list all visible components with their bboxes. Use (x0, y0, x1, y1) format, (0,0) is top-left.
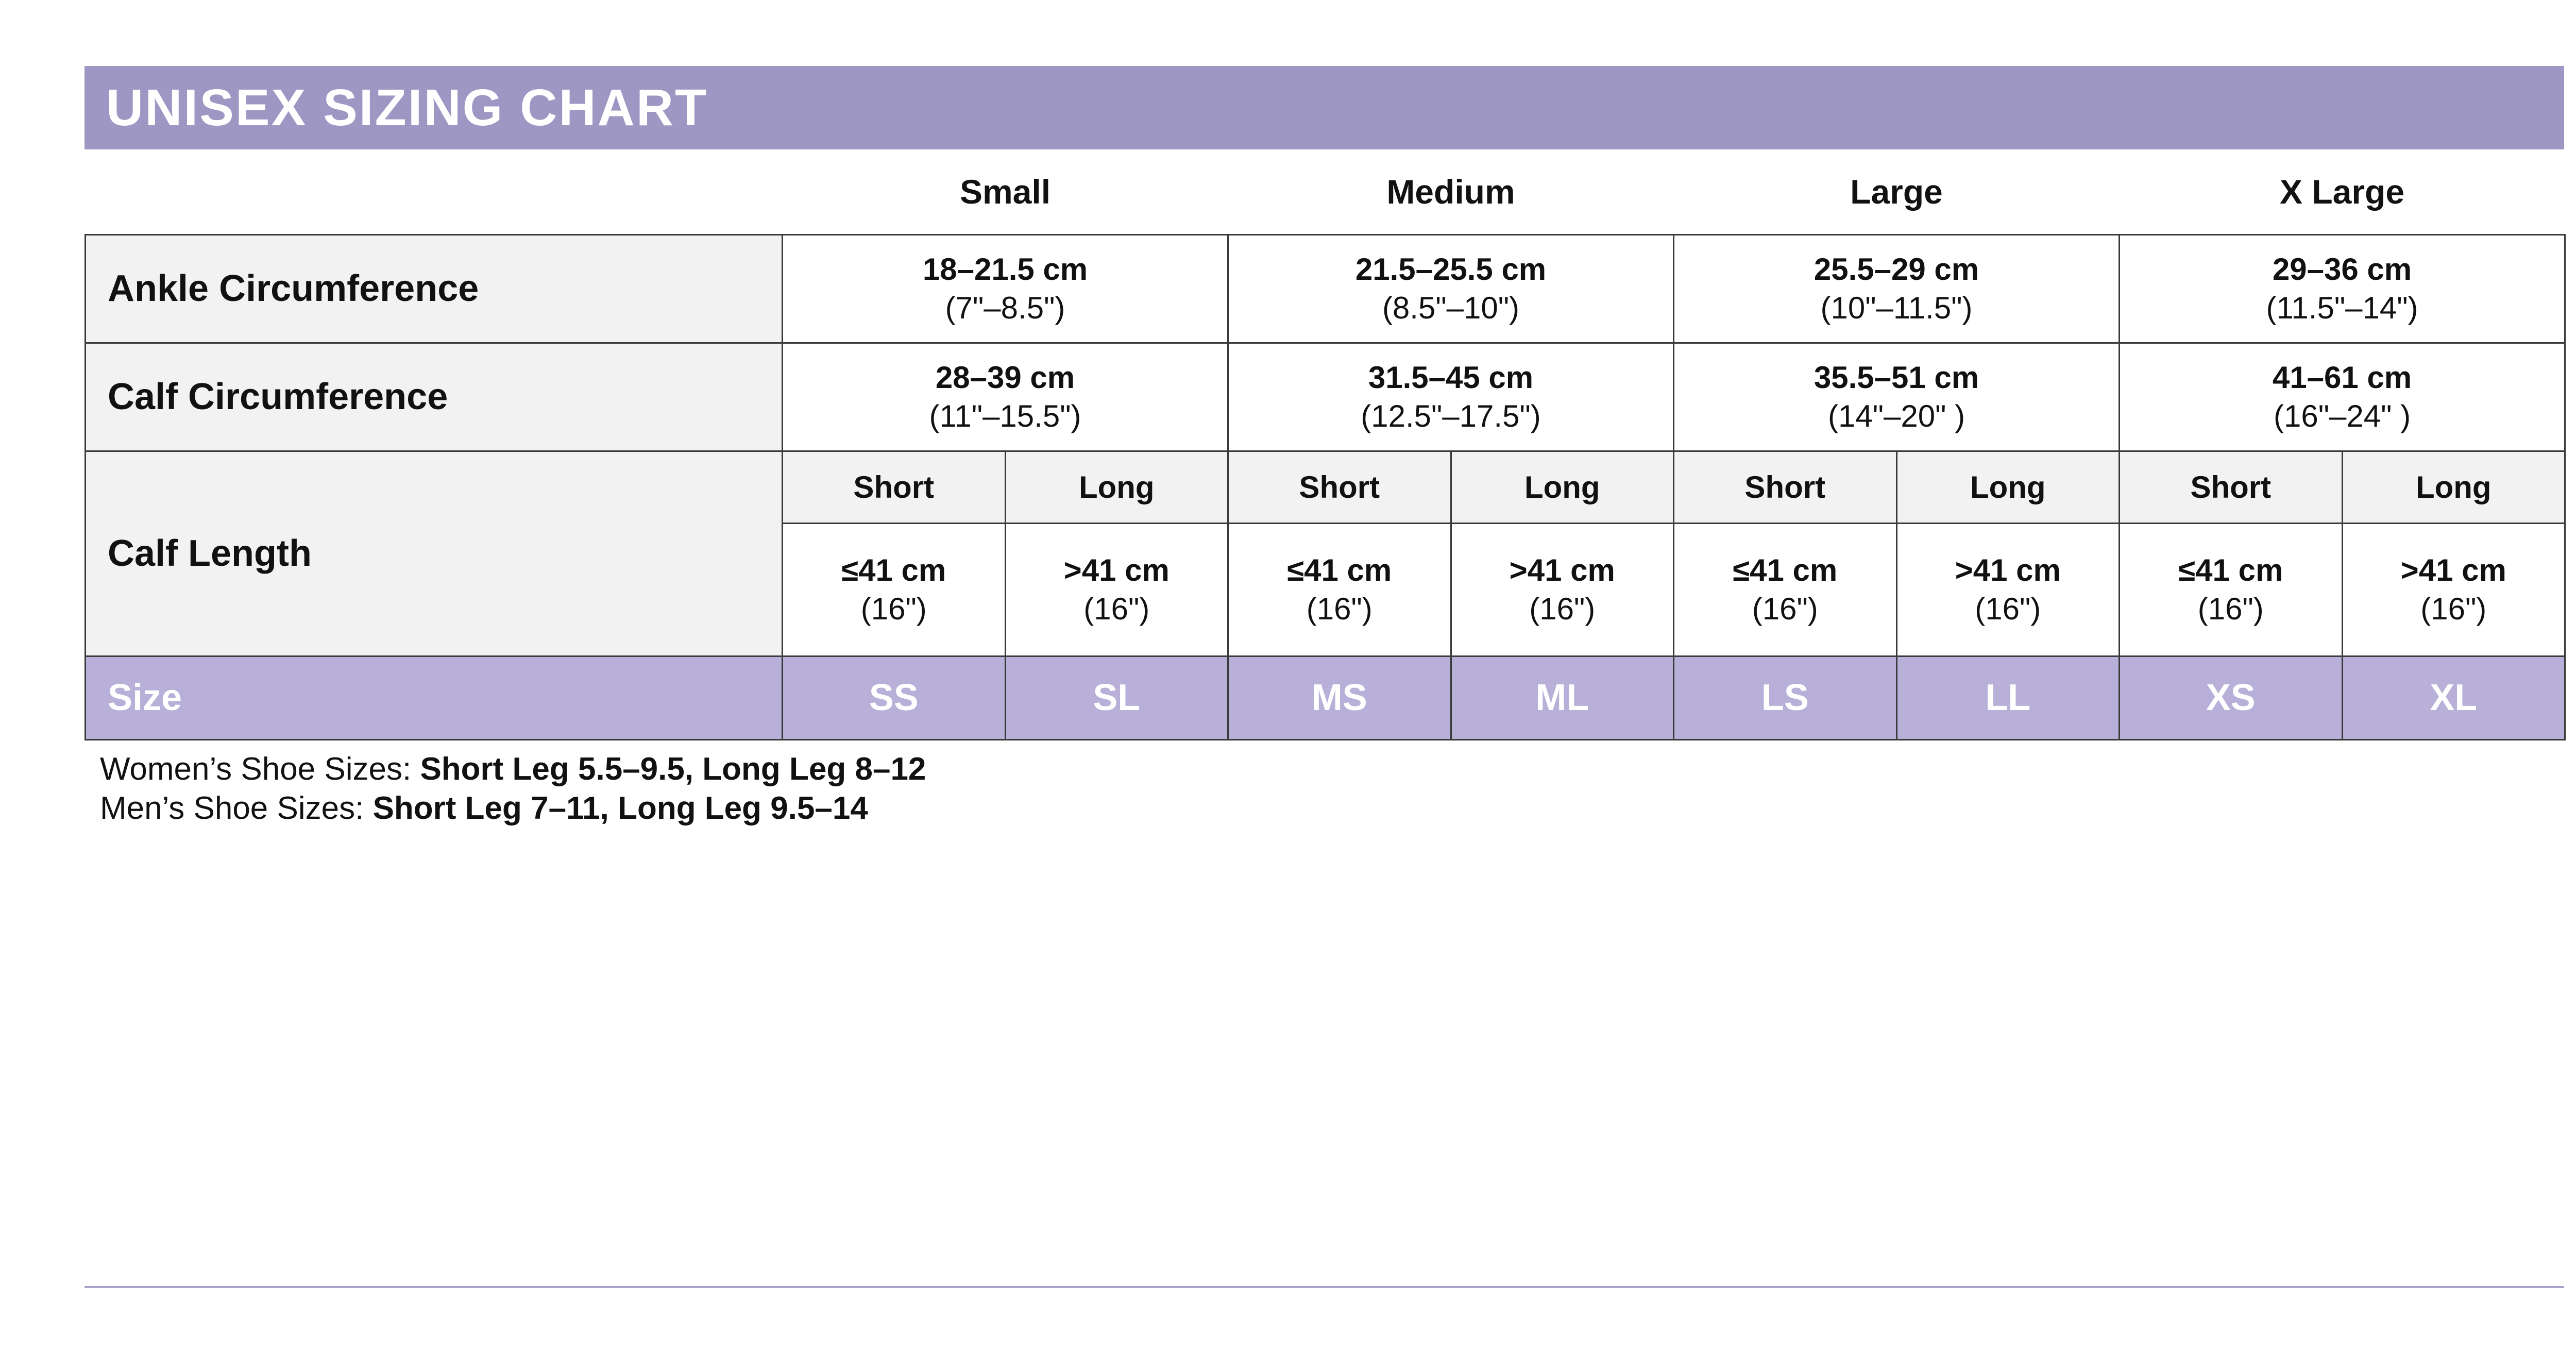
size-header-small: Small (959, 172, 1051, 211)
title-bar (84, 66, 2564, 149)
calf-circ-label: Calf Circumference (86, 343, 783, 451)
calf-circ-small-in: (11"–15.5") (929, 399, 1081, 433)
size-code-row (86, 656, 2565, 739)
ankle-medium-in: (8.5"–10") (1382, 291, 1520, 325)
size-header-medium: Medium (1386, 172, 1515, 211)
sub-header-large-short: Short (1674, 451, 1897, 523)
calf-circ-small (783, 343, 1228, 451)
calf-length-ml (1451, 523, 1674, 656)
calf-length-sl-cm: >41 cm (1063, 553, 1170, 587)
calf-length-ll-cm: >41 cm (1955, 553, 2061, 587)
calf-length-subheader-row (86, 451, 2565, 523)
size-code-ll: LL (1896, 656, 2120, 739)
calf-circ-large (1674, 343, 2120, 451)
sub-header-xlarge-long: Long (2342, 451, 2565, 523)
calf-length-xl-cm: >41 cm (2400, 553, 2506, 587)
women-shoe-prefix: Women’s Shoe Sizes: (100, 751, 420, 787)
calf-circ-medium-cm: 31.5–45 cm (1368, 360, 1534, 395)
size-code-ss: SS (783, 656, 1006, 739)
calf-length-ss-cm: ≤41 cm (841, 553, 946, 587)
size-code-sl: SL (1005, 656, 1228, 739)
calf-length-ss (783, 523, 1006, 656)
calf-circ-small-cm: 28–39 cm (935, 360, 1075, 395)
ankle-xlarge (2120, 234, 2565, 343)
ankle-medium-cm: 21.5–25.5 cm (1355, 252, 1547, 287)
calf-length-sl (1005, 523, 1228, 656)
calf-length-xs-cm: ≤41 cm (2178, 553, 2283, 587)
calf-circ-large-cm: 35.5–51 cm (1814, 360, 1979, 395)
calf-length-ls (1674, 523, 1897, 656)
calf-circ-row (86, 343, 2565, 451)
ankle-row (86, 234, 2565, 343)
calf-length-xs-in: (16") (2197, 592, 2264, 626)
women-shoe-values: Short Leg 5.5–9.5, Long Leg 8–12 (420, 751, 926, 787)
calf-length-ms-cm: ≤41 cm (1287, 553, 1392, 587)
size-code-ms: MS (1228, 656, 1451, 739)
men-shoe-prefix: Men’s Shoe Sizes: (100, 790, 373, 826)
calf-circ-xlarge-in: (16"–24" ) (2273, 399, 2411, 433)
calf-circ-large-in: (14"–20" ) (1827, 399, 1965, 433)
calf-length-xl-in: (16") (2420, 592, 2487, 626)
calf-circ-medium-in: (12.5"–17.5") (1361, 399, 1541, 433)
men-shoe-sizes (100, 789, 926, 828)
size-code-xs: XS (2120, 656, 2343, 739)
size-code-ml: ML (1451, 656, 1674, 739)
calf-circ-xlarge (2120, 343, 2565, 451)
men-shoe-values: Short Leg 7–11, Long Leg 9.5–14 (372, 790, 868, 826)
sub-header-medium-short: Short (1228, 451, 1451, 523)
shoe-size-notes (100, 750, 926, 828)
ankle-large-in: (10"–11.5") (1820, 291, 1973, 325)
sub-header-xlarge-short: Short (2120, 451, 2343, 523)
page-title: UNISEX SIZING CHART (106, 78, 708, 137)
size-header-row (86, 149, 2565, 234)
sub-header-small-short: Short (783, 451, 1006, 523)
ankle-small (783, 234, 1228, 343)
calf-length-xl (2342, 523, 2565, 656)
calf-length-ms (1228, 523, 1451, 656)
size-code-xl: XL (2342, 656, 2565, 739)
size-header-xlarge: X Large (2279, 172, 2405, 211)
sub-header-large-long: Long (1896, 451, 2120, 523)
sub-header-small-long: Long (1005, 451, 1228, 523)
blank-corner (86, 149, 783, 234)
ankle-medium (1228, 234, 1674, 343)
calf-length-ll (1896, 523, 2120, 656)
calf-length-ml-cm: >41 cm (1509, 553, 1615, 587)
calf-length-ls-cm: ≤41 cm (1733, 553, 1838, 587)
sub-header-medium-long: Long (1451, 451, 1674, 523)
calf-length-ls-in: (16") (1752, 592, 1818, 626)
women-shoe-sizes (100, 750, 926, 789)
ankle-label: Ankle Circumference (86, 234, 783, 343)
size-code-ls: LS (1674, 656, 1897, 739)
ankle-xlarge-in: (11.5"–14") (2266, 291, 2418, 325)
size-row-label: Size (86, 656, 783, 739)
calf-length-label: Calf Length (86, 451, 783, 656)
calf-length-xs (2120, 523, 2343, 656)
calf-length-ss-in: (16") (860, 592, 927, 626)
ankle-large-cm: 25.5–29 cm (1814, 252, 1979, 287)
ankle-large (1674, 234, 2120, 343)
sizing-table (84, 149, 2566, 740)
calf-length-ll-in: (16") (1975, 592, 2041, 626)
ankle-xlarge-cm: 29–36 cm (2272, 252, 2412, 287)
calf-circ-xlarge-cm: 41–61 cm (2272, 360, 2412, 395)
calf-length-ms-in: (16") (1306, 592, 1372, 626)
footer-divider (84, 1286, 2564, 1288)
calf-circ-medium (1228, 343, 1674, 451)
ankle-small-in: (7"–8.5") (945, 291, 1065, 325)
calf-length-ml-in: (16") (1529, 592, 1596, 626)
ankle-small-cm: 18–21.5 cm (922, 252, 1088, 287)
calf-length-sl-in: (16") (1083, 592, 1150, 626)
size-header-large: Large (1850, 172, 1943, 211)
